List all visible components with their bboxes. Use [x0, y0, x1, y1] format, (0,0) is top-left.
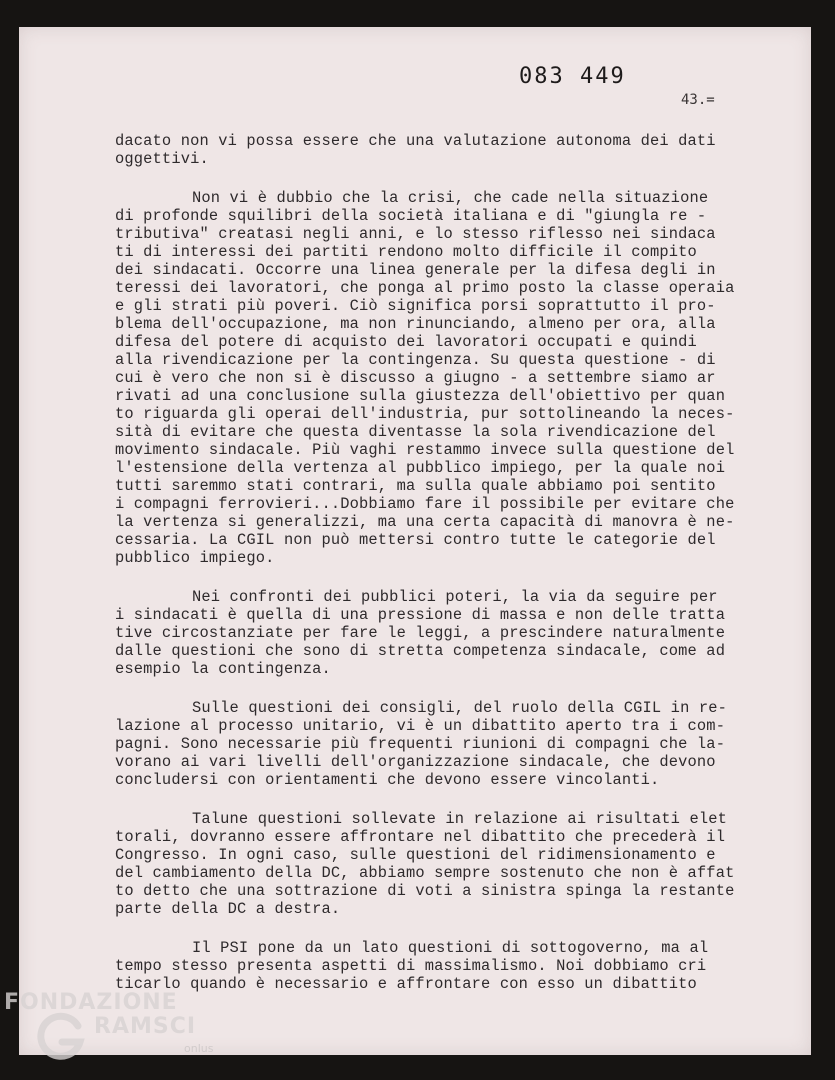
text-line: e gli strati più poveri. Ciò significa porsi soprattutto il pro-: [115, 297, 716, 315]
text-line: tive circostanziate per fare le leggi, a prescindere naturalmente: [115, 624, 726, 642]
text-line: tutti saremmo stati contrari, ma sulla quale abbiamo poi sentito: [115, 477, 716, 495]
text-line: la vertenza si generalizzi, ma una certa capacità di manovra è ne-: [115, 513, 735, 531]
page-number: 43.=: [681, 92, 715, 108]
archive-stamp-number: 083 449: [519, 64, 626, 89]
text-line: Nei confronti dei pubblici poteri, la via da seguire per: [192, 588, 718, 606]
text-line: dacato non vi possa essere che una valutazione autonoma dei dati: [115, 132, 716, 150]
text-line: to detto che una sottrazione di voti a sinistra spinga la restante: [115, 882, 735, 900]
text-line: rivati ad una conclusione sulla giustezza dell'obiettivo per quan: [115, 387, 726, 405]
text-line: esempio la contingenza.: [115, 660, 331, 678]
text-line: ti di interessi dei partiti rendono molto difficile il compito: [115, 243, 697, 261]
text-line: l'estensione della vertenza al pubblico impiego, per la quale noi: [115, 459, 726, 477]
text-line: pubblico impiego.: [115, 549, 275, 567]
text-line: i compagni ferrovieri...Dobbiamo fare il possibile per evitare che: [115, 495, 735, 513]
text-line: sità di evitare che questa diventasse la sola rivendicazione del: [115, 423, 716, 441]
text-line: teressi dei lavoratori, che ponga al primo posto la classe operaia: [115, 279, 735, 297]
text-line: alla rivendicazione per la contingenza. Su questa questione - di: [115, 351, 716, 369]
text-line: concludersi con orientamenti che devono essere vincolanti.: [115, 771, 660, 789]
text-line: tempo stesso presenta aspetti di massimalismo. Noi dobbiamo cri: [115, 957, 707, 975]
text-line: dei sindacati. Occorre una linea generale per la difesa degli in: [115, 261, 716, 279]
text-line: tributiva" creatasi negli anni, e lo stesso riflesso nei sindaca: [115, 225, 716, 243]
gramsci-g-logo-icon: [34, 1012, 86, 1064]
text-line: oggettivi.: [115, 150, 209, 168]
text-line: to riguarda gli operai dell'industria, pur sottolineando la neces-: [115, 405, 735, 423]
text-line: torali, dovranno essere affrontare nel dibattito che precederà il: [115, 828, 726, 846]
text-line: Sulle questioni dei consigli, del ruolo della CGIL in re-: [192, 699, 727, 717]
text-line: lazione al processo unitario, vi è un dibattito aperto tra i com-: [115, 717, 726, 735]
text-line: vorano ai vari livelli dell'organizzazione sindacale, che devono: [115, 753, 716, 771]
text-line: cui è vero che non si è discusso a giugno - a settembre siamo ar: [115, 369, 716, 387]
text-line: difesa del potere di acquisto dei lavoratori occupati e quindi: [115, 333, 697, 351]
watermark-fondazione-text: FONDAZIONE: [4, 990, 178, 1015]
text-line: dalle questioni che sono di stretta competenza sindacale, come ad: [115, 642, 726, 660]
text-line: di profonde squilibri della società italiana e di "giungla re -: [115, 207, 707, 225]
text-line: ticarlo quando è necessario e affrontare con esso un dibattito: [115, 975, 697, 993]
watermark-gramsci-text: RAMSCI: [94, 1014, 197, 1039]
fondazione-gramsci-watermark: [4, 990, 214, 1070]
text-line: blema dell'occupazione, ma non rinunciando, almeno per ora, alla: [115, 315, 716, 333]
text-line: Il PSI pone da un lato questioni di sottogoverno, ma al: [192, 939, 709, 957]
text-line: pagni. Sono necessarie più frequenti riunioni di compagni che la-: [115, 735, 726, 753]
text-line: i sindacati è quella di una pressione di massa e non delle tratta: [115, 606, 726, 624]
text-line: cessaria. La CGIL non può mettersi contro tutte le categorie del: [115, 531, 716, 549]
text-line: Talune questioni sollevate in relazione ai risultati elet: [192, 810, 727, 828]
text-line: parte della DC a destra.: [115, 900, 341, 918]
watermark-onlus-text: onlus: [184, 1042, 214, 1055]
text-line: movimento sindacale. Più vaghi restammo invece sulla questione del: [115, 441, 735, 459]
text-line: Congresso. In ogni caso, sulle questioni del ridimensionamento e: [115, 846, 716, 864]
text-line: Non vi è dubbio che la crisi, che cade nella situazione: [192, 189, 709, 207]
text-line: del cambiamento della DC, abbiamo sempre sostenuto che non è affat: [115, 864, 735, 882]
